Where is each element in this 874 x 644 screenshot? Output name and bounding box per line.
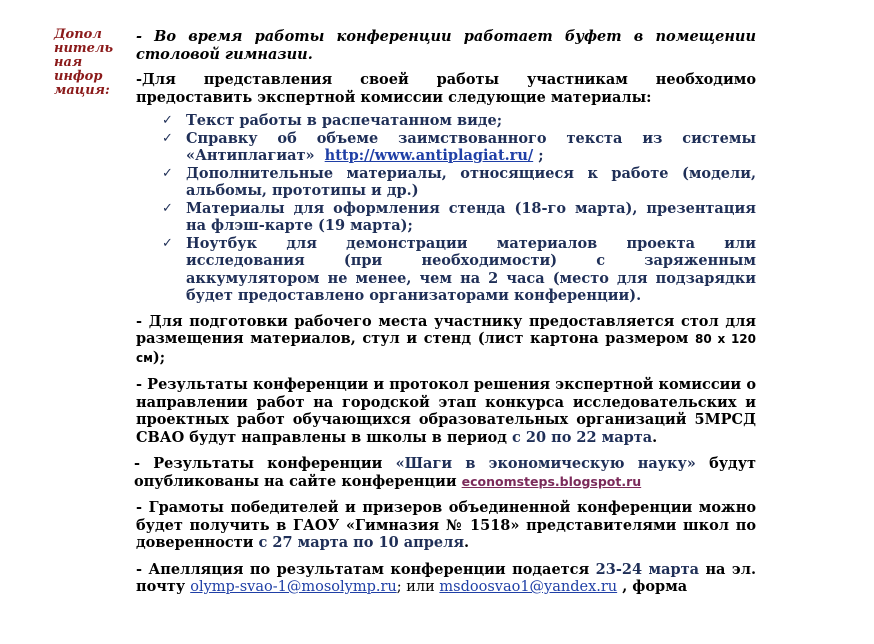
check-icon: ✓ xyxy=(162,130,173,146)
side-label-line: инфор xyxy=(54,69,103,84)
paragraph-buffet: - Во время работы конференции работает буфет в помещении столовой гимназии. xyxy=(136,28,756,63)
results-protocol-text: - Результаты конференции и протокол решения экспертной комиссии о направлении работ на городской этап конкурса исследовательских и проектных работ обучающихся образовательных организаций 5МРСД СВАО будут направлены в школы в период xyxy=(136,376,756,446)
appeal-mid: на эл. почту xyxy=(136,560,757,595)
side-label-line: ная xyxy=(54,55,83,70)
list-item xyxy=(162,129,756,165)
appeal-dates: 23-24 марта xyxy=(595,560,699,578)
certificates-end: . xyxy=(464,534,470,551)
check-icon: ✓ xyxy=(162,235,173,251)
paragraph-workplace xyxy=(136,313,756,368)
list-item-text: Материалы для оформления стенда (18-го марта), презентация на флэш-карте (19 марта); xyxy=(186,199,756,234)
appeal-end: , форма xyxy=(617,578,688,595)
list-item xyxy=(162,112,756,130)
publication-text: - Результаты конференции xyxy=(134,455,396,472)
side-label-line: Допол xyxy=(54,27,102,42)
side-label-additional-info xyxy=(54,28,124,98)
side-label-line: мация: xyxy=(54,83,110,98)
paragraph-results-publication xyxy=(134,455,756,490)
side-label-line: нитель xyxy=(54,41,114,56)
list-item-end: ; xyxy=(533,147,544,164)
stand-size: 80 x 120 см xyxy=(136,332,756,365)
results-protocol-end: . xyxy=(652,428,658,446)
paragraph-materials-intro: -Для представления своей работы участникам необходимо предоставить экспертной комиссии следующие материалы: xyxy=(136,71,756,106)
check-icon: ✓ xyxy=(162,113,173,128)
certificates-text: - Грамоты победителей и призеров объединенной конференции можно будет получить в ГАОУ «Гимназия № 1518» представителями школ по доверенности xyxy=(136,499,756,551)
paragraph-certificates xyxy=(136,499,756,552)
conference-name: «Шаги в экономическую науку» xyxy=(395,455,696,472)
appeal-or: ; или xyxy=(396,579,440,595)
check-icon: ✓ xyxy=(162,200,173,216)
antiplagiat-link[interactable]: http://www.antiplagiat.ru/ xyxy=(324,147,534,164)
workplace-text: - Для подготовки рабочего места участнику предоставляется стол для размещения материалов, стул и стенд (лист картона размером xyxy=(136,312,756,347)
document-content xyxy=(136,28,756,606)
appeal-text: - Апелляция по результатам конференции подается xyxy=(136,560,596,578)
workplace-end: ); xyxy=(152,348,166,366)
check-icon: ✓ xyxy=(162,165,173,181)
results-period: с 20 по 22 марта xyxy=(512,428,653,446)
list-item xyxy=(162,199,756,235)
email-link-mosolymp[interactable]: olymp-svao-1@mosolymp.ru xyxy=(190,579,397,595)
materials-checklist xyxy=(136,112,756,305)
list-item-text: Ноутбук для демонстрации материалов проекта или исследования (при необходимости) с заряженным аккумулятором не менее, чем на 2 часа (место для подзарядки будет предоставлено организаторами конференции). xyxy=(186,234,756,304)
list-item xyxy=(162,234,756,305)
publication-mid: будут опубликованы на сайте конференции xyxy=(134,455,756,490)
list-item-text: Дополнительные материалы, относящиеся к работе (модели, альбомы, прототипы и др.) xyxy=(186,164,756,199)
blog-link[interactable]: economsteps.blogspot.ru xyxy=(461,473,642,489)
list-item-text: Справку об объеме заимствованного текста из системы «Антиплагиат» xyxy=(186,129,756,164)
list-item xyxy=(162,164,756,200)
paragraph-results-protocol xyxy=(136,376,756,446)
email-link-yandex[interactable]: msdoosvao1@yandex.ru xyxy=(439,579,618,595)
list-item-text: Текст работы в распечатанном виде; xyxy=(186,112,503,129)
certificates-period: с 27 марта по 10 апреля xyxy=(258,534,465,551)
paragraph-appeal xyxy=(136,561,756,597)
